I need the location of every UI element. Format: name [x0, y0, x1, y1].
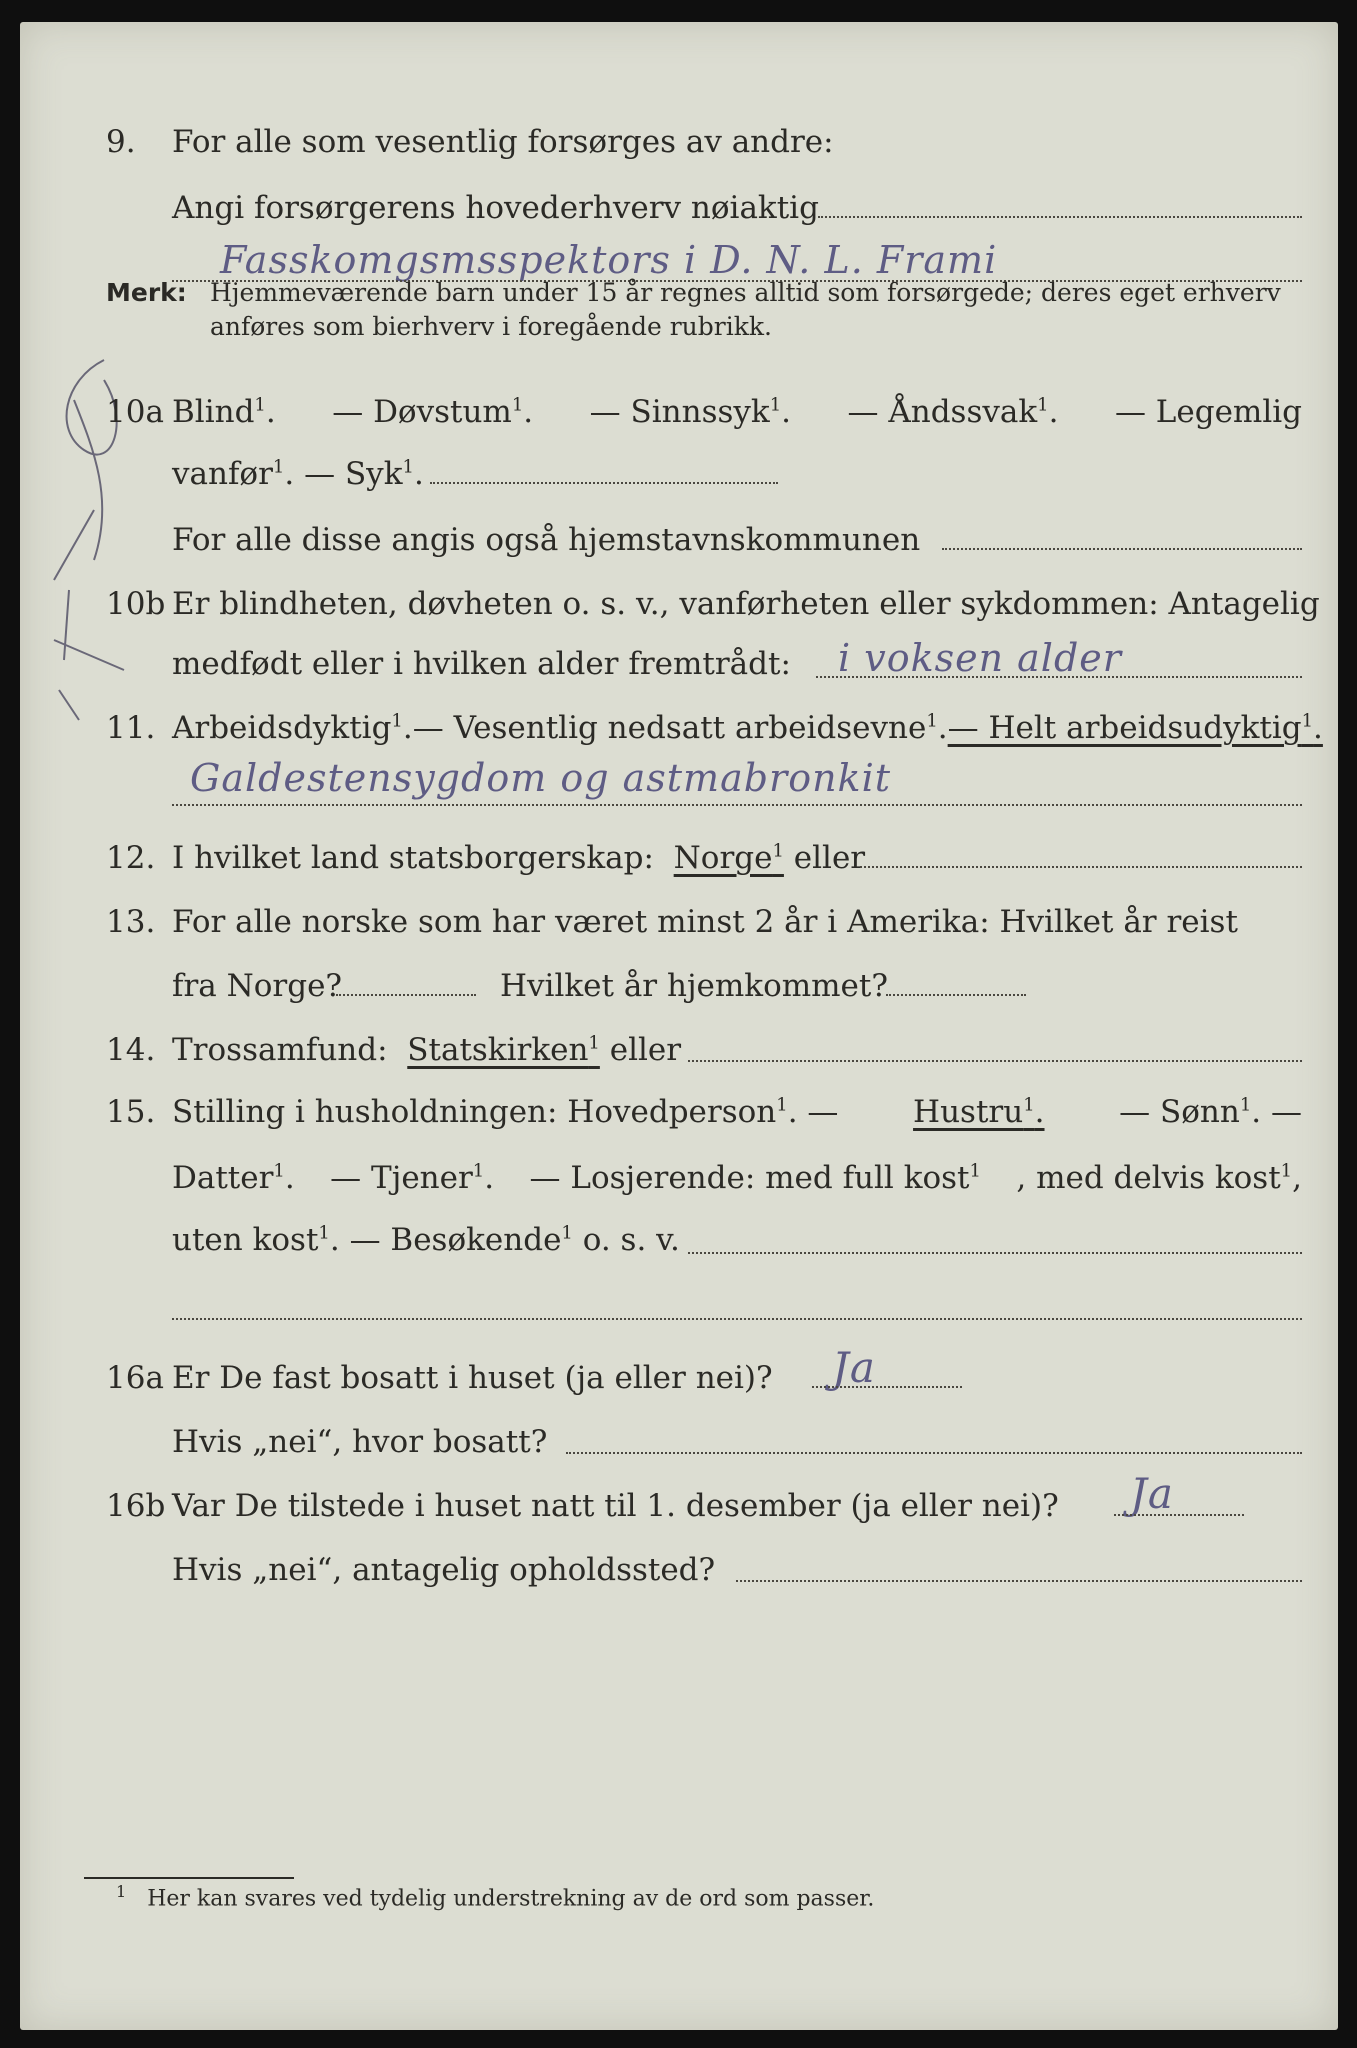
q15-line3: [172, 1212, 680, 1268]
q12-row: [20, 830, 1338, 886]
q10b-handwritten-answer[interactable]: i voksen alder: [838, 636, 1122, 680]
footnote-mark: 1: [116, 1882, 127, 1901]
option-besokende[interactable]: — Besøkende$^1$: [349, 1222, 573, 1258]
option-legemlig[interactable]: — Legemlig: [1114, 394, 1302, 430]
q14-eller: eller: [609, 1032, 682, 1068]
q15-line3-row: [20, 1212, 1338, 1268]
q16a-row: [20, 1343, 1338, 1406]
q11-answer-line: [172, 804, 1302, 806]
q14-dotted-line: [688, 1060, 1302, 1062]
q12-number: 12.: [106, 840, 156, 876]
q12-dotted-line: [860, 866, 1302, 868]
q15-extra-line: [172, 1318, 1302, 1320]
q10b-line1: Er blindheten, døvheten o. s. v., vanførheten eller sykdommen: Antagelig: [172, 586, 1320, 622]
footnote-text: Her kan svares ved tydelig understrekning av de ord som passer.: [147, 1886, 875, 1912]
q14-text: Trossamfund:: [172, 1032, 388, 1068]
option-datter[interactable]: Datter$^1$.: [172, 1160, 295, 1196]
q15-line2: [172, 1150, 1302, 1206]
q12-text: I hvilket land statsborgerskap:: [172, 840, 654, 876]
q16a-line1: Er De fast bosatt i huset (ja eller nei)?: [172, 1360, 773, 1396]
q14-number: 14.: [106, 1032, 156, 1068]
q16a-line2-row: [20, 1414, 1338, 1470]
option-vanfor[interactable]: vanfør$^1$.: [172, 456, 295, 492]
q14-row: [20, 1022, 1338, 1078]
q10a-line3-row: [20, 512, 1338, 568]
q10a-line2-row: [20, 446, 1338, 502]
q9-line1: For alle som vesentlig forsørges av andre:: [172, 124, 834, 160]
census-form-page: [20, 22, 1338, 2030]
footnote: [116, 1882, 874, 1911]
q10b-number: 10b: [106, 586, 166, 622]
q15-dotted-line: [688, 1252, 1302, 1254]
q16b-row: [20, 1469, 1338, 1534]
q13-line1: For alle norske som har været minst 2 år i Amerika: Hvilket år reist: [172, 904, 1238, 940]
q10b-row: [20, 576, 1338, 632]
q16a-handwritten-answer[interactable]: Ja: [832, 1343, 876, 1392]
q13-reist-dotted: [336, 994, 476, 996]
option-syk[interactable]: — Syk$^1$.: [304, 456, 424, 492]
q9-handwritten-answer[interactable]: Fasskomgsmsspektors i D. N. L. Frami: [220, 238, 998, 282]
q10b-line2: medfødt eller i hvilken alder fremtrådt:: [172, 646, 791, 682]
option-hustru[interactable]: Hustru$^1$.: [913, 1094, 1045, 1130]
q15-line2-row: [20, 1150, 1338, 1206]
q9-row: [20, 114, 1338, 170]
q16a-line2: Hvis „nei“, hvor bosatt?: [172, 1424, 548, 1460]
q16a-number: 16a: [106, 1360, 164, 1396]
q16b-line1: Var De tilstede i huset natt til 1. desember (ja eller nei)?: [172, 1488, 1059, 1524]
q9-line2: Angi forsørgerens hovederhverv nøiaktig: [172, 190, 819, 226]
q9-dotted-line: [818, 216, 1302, 218]
option-uten-kost[interactable]: uten kost$^1$.: [172, 1222, 340, 1258]
q9-line2-row: [20, 180, 1338, 236]
q15-osv: o. s. v.: [582, 1222, 680, 1258]
option-arbeidsdyktig[interactable]: Arbeidsdyktig$^1$.: [172, 710, 413, 746]
option-blind[interactable]: Blind$^1$.: [172, 394, 276, 430]
footnote-rule: [84, 1877, 294, 1879]
merk-label: Merk:: [106, 278, 187, 307]
q10b-line2-row: [20, 636, 1338, 692]
q11-number: 11.: [106, 710, 156, 746]
q16a-line2-dotted: [566, 1452, 1302, 1454]
q10a-line3-dotted: [942, 548, 1302, 550]
q10a-number: 10a: [106, 394, 164, 430]
option-sonn[interactable]: — Sønn$^1$. —: [1119, 1094, 1302, 1130]
option-norge[interactable]: Norge$^1$: [673, 840, 784, 876]
q10a-line2: [172, 446, 424, 502]
q11-handwritten-answer[interactable]: Galdestensygdom og astmabronkit: [190, 756, 892, 800]
q16b-number: 16b: [106, 1488, 166, 1524]
q16b-dotted-line: [1114, 1514, 1244, 1516]
q10a-row: [20, 384, 1338, 440]
option-andssvak[interactable]: — Åndssvak$^1$.: [847, 394, 1059, 430]
q12-line: [172, 830, 865, 886]
q16b-line2-row: [20, 1542, 1338, 1598]
option-nedsatt-arbeidsevne[interactable]: — Vesentlig nedsatt arbeidsevne$^1$.: [412, 710, 948, 746]
q15-row: [20, 1084, 1338, 1140]
q13-line2a: fra Norge?: [172, 968, 343, 1004]
q15-blank-row[interactable]: [20, 1274, 1338, 1330]
merk-text: Hjemmeværende barn under 15 år regnes alltid som forsørgede; deres eget erhverv anføres som bierhverv i foregående rubrikk.: [210, 278, 1281, 341]
q16a-dotted-line: [812, 1386, 962, 1388]
q9-number: 9.: [106, 124, 136, 160]
q16b-handwritten-answer[interactable]: Ja: [1130, 1469, 1174, 1518]
option-sinnssyk[interactable]: — Sinnssyk$^1$.: [589, 394, 792, 430]
q10a-dotted-line: [430, 482, 778, 484]
q12-eller: eller: [793, 840, 866, 876]
q13-row: [20, 894, 1338, 950]
q10b-dotted-line: [816, 676, 1302, 678]
option-helt-arbeidsudyktig[interactable]: — Helt arbeidsudyktig$^1$.: [947, 710, 1323, 746]
option-tjener[interactable]: — Tjener$^1$.: [330, 1160, 495, 1196]
q10a-options: [172, 384, 1302, 440]
q15-line1: [172, 1084, 1302, 1140]
q10a-line3: For alle disse angis også hjemstavnskommunen: [172, 522, 921, 558]
q11-answer-row[interactable]: [20, 758, 1338, 814]
q11-options: [172, 700, 1323, 756]
option-statskirken[interactable]: Statskirken$^1$: [407, 1032, 600, 1068]
q13-hjem-dotted: [886, 994, 1026, 996]
q13-line2b: Hvilket år hjemkommet?: [500, 968, 888, 1004]
q15-number: 15.: [106, 1094, 156, 1130]
q14-line: [172, 1022, 681, 1078]
option-hovedperson[interactable]: Stilling i husholdningen: Hovedperson$^1$. —: [172, 1094, 839, 1130]
option-dovstum[interactable]: — Døvstum$^1$.: [332, 394, 534, 430]
q13-line2-row: [20, 958, 1338, 1014]
option-losjerende[interactable]: — Losjerende: med full kost$^1$: [529, 1160, 981, 1196]
option-delvis-kost[interactable]: , med delvis kost$^1$,: [1016, 1160, 1302, 1196]
q11-row: [20, 700, 1338, 756]
q16b-line2-dotted: [736, 1580, 1302, 1582]
q13-number: 13.: [106, 904, 156, 940]
q16b-line2: Hvis „nei“, antagelig opholdssted?: [172, 1552, 716, 1588]
